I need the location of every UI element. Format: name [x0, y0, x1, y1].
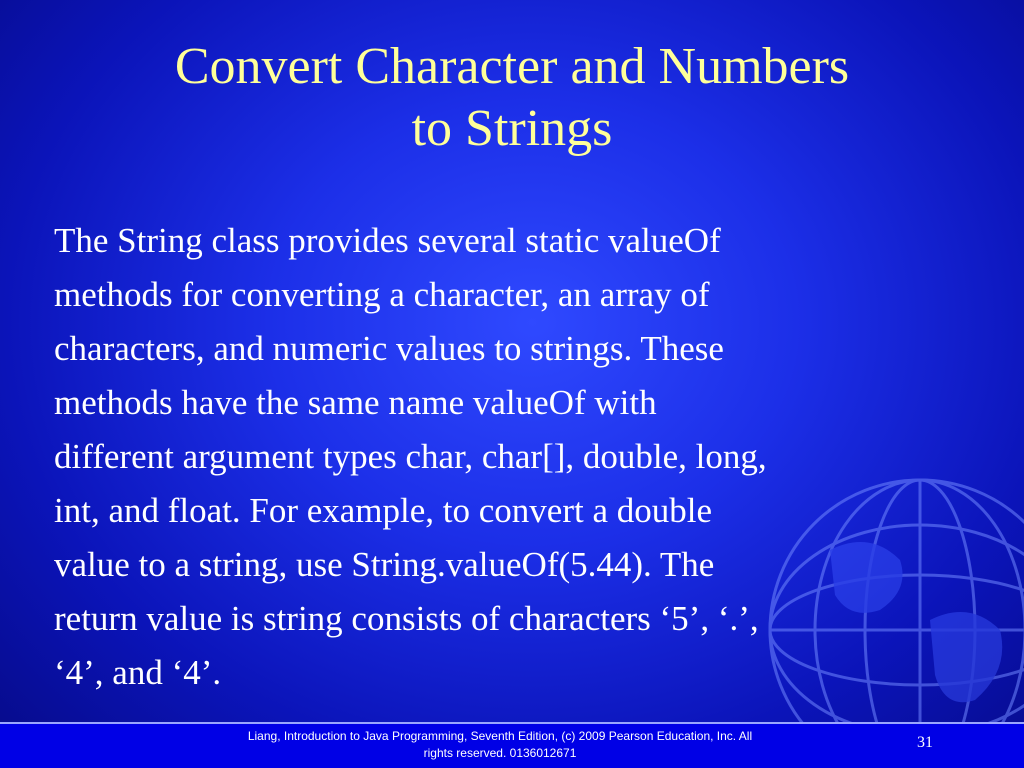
body-line: The String class provides several static valueOf [54, 221, 721, 260]
body-line: different argument types char, char[], double, long, [54, 437, 767, 476]
footer-line: Liang, Introduction to Java Programming, Seventh Edition, (c) 2009 Pearson Education, Inc. All [247, 729, 753, 743]
body-line: return value is string consists of characters ‘5’, ‘.’, [54, 599, 759, 638]
body-line: methods have the same name valueOf with [54, 383, 657, 422]
slide-title-line: Convert Character and Numbers [174, 38, 850, 95]
footer-line: rights reserved. 0136012671 [423, 746, 577, 760]
slide-body [54, 214, 994, 700]
body-line: value to a string, use String.valueOf(5.44). The [54, 545, 715, 584]
slide-title [0, 36, 1024, 160]
footer-copyright [180, 728, 820, 762]
page-number: 31 [917, 734, 933, 751]
body-line: characters, and numeric values to strings. These [54, 329, 724, 368]
body-line: ‘4’, and ‘4’. [54, 653, 222, 692]
body-line: methods for converting a character, an array of [54, 275, 710, 314]
slide-title-line: to Strings [411, 100, 613, 157]
slide-footer [0, 724, 1024, 768]
body-line: int, and float. For example, to convert a double [54, 491, 713, 530]
